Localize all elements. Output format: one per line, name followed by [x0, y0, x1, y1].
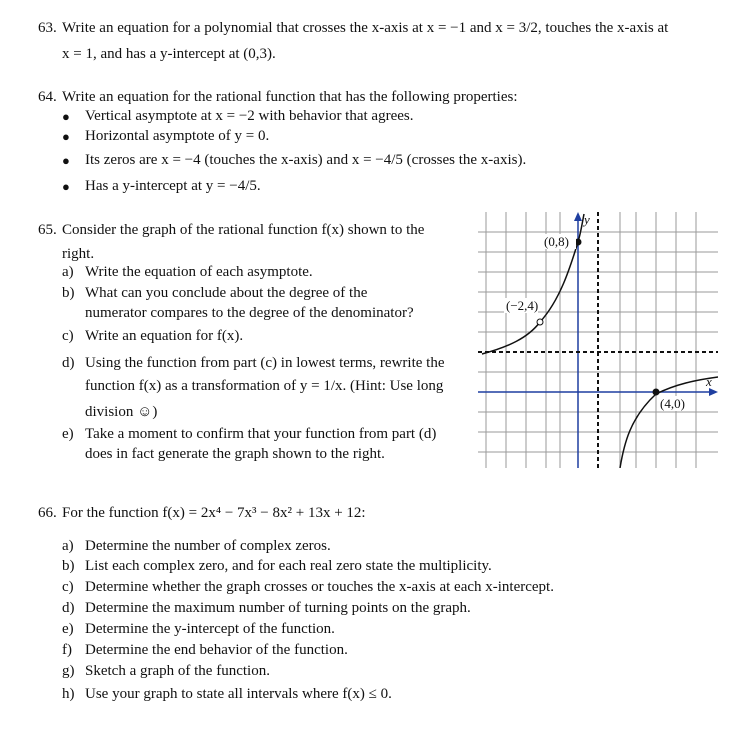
q66-item-f: Determine the end behavior of the function. — [85, 642, 348, 658]
q66-item-label: a) — [62, 538, 74, 554]
q64-bullet-4: Has a y-intercept at y = −4/5. — [85, 178, 261, 194]
bullet-icon: ● — [62, 129, 70, 144]
q65-item-b-1: What can you conclude about the degree of the — [85, 285, 368, 301]
hole-point — [537, 319, 543, 325]
q64-bullet-1: Vertical asymptote at x = −2 with behavior that agrees. — [85, 108, 414, 124]
x-axis-arrow-icon — [709, 388, 718, 396]
y-axis-label: y — [584, 212, 590, 227]
bullet-icon: ● — [62, 109, 70, 124]
q64-number: 64. — [38, 89, 57, 105]
q66-item-label: e) — [62, 621, 74, 637]
point-label: (4,0) — [660, 396, 685, 411]
q65-item-a: Write the equation of each asymptote. — [85, 264, 313, 280]
q65-item-label: c) — [62, 328, 74, 344]
q65-item-e-2: does in fact generate the graph shown to the right. — [85, 446, 385, 462]
q66-item-label: b) — [62, 558, 75, 574]
q63-line1: Write an equation for a polynomial that crosses the x-axis at x = −1 and x = 3/2, touches the x-axis at — [62, 20, 669, 36]
bullet-icon: ● — [62, 153, 70, 168]
q66-item-label: f) — [62, 642, 72, 658]
q65-intro-1: Consider the graph of the rational function f(x) shown to the — [62, 222, 425, 238]
q66-item-d: Determine the maximum number of turning points on the graph. — [85, 600, 471, 616]
q63-line2: x = 1, and has a y-intercept at (0,3). — [62, 46, 276, 62]
right-branch — [620, 377, 718, 468]
q64-bullet-3: Its zeros are x = −4 (touches the x-axis) and x = −4/5 (crosses the x-axis). — [85, 152, 527, 168]
q65-item-e-1: Take a moment to confirm that your function from part (d) — [85, 426, 437, 442]
x-axis-label: x — [706, 374, 712, 389]
q65-item-d-2: function f(x) as a transformation of y = 1/x. (Hint: Use long — [85, 378, 444, 394]
q66-item-label: c) — [62, 579, 74, 595]
q63-number: 63. — [38, 20, 57, 36]
q65-item-label: d) — [62, 355, 75, 371]
q66-item-label: h) — [62, 686, 75, 702]
q66-item-label: g) — [62, 663, 75, 679]
x-intercept-point — [653, 389, 660, 396]
q66-item-g: Sketch a graph of the function. — [85, 663, 270, 679]
q66-item-a: Determine the number of complex zeros. — [85, 538, 331, 554]
q64-bullet-2: Horizontal asymptote of y = 0. — [85, 128, 270, 144]
q65-item-b-2: numerator compares to the degree of the denominator? — [85, 305, 414, 321]
q64-intro: Write an equation for the rational function that has the following properties: — [62, 89, 518, 105]
q66-intro: For the function f(x) = 2x⁴ − 7x³ − 8x² + 13x + 12: — [62, 505, 366, 521]
q65-item-label: e) — [62, 426, 74, 442]
q65-item-d-3: division ☺) — [85, 404, 158, 420]
point-label: (0,8) — [544, 234, 569, 249]
rational-function-graph — [478, 212, 718, 468]
q65-item-c: Write an equation for f(x). — [85, 328, 244, 344]
q66-item-h: Use your graph to state all intervals where f(x) ≤ 0. — [85, 686, 392, 702]
q66-item-e: Determine the y-intercept of the function. — [85, 621, 335, 637]
q65-item-label: b) — [62, 285, 75, 301]
q65-number: 65. — [38, 222, 57, 238]
q66-item-b: List each complex zero, and for each real zero state the multiplicity. — [85, 558, 492, 574]
q66-item-c: Determine whether the graph crosses or touches the x-axis at each x-intercept. — [85, 579, 554, 595]
q65-item-d-1: Using the function from part (c) in lowest terms, rewrite the — [85, 355, 445, 371]
q66-item-label: d) — [62, 600, 75, 616]
point-label: (−2,4) — [506, 298, 539, 313]
y-axis-arrow-icon — [574, 212, 582, 221]
bullet-icon: ● — [62, 179, 70, 194]
q65-item-label: a) — [62, 264, 74, 280]
q65-intro-2: right. — [62, 246, 95, 262]
q66-number: 66. — [38, 505, 57, 521]
